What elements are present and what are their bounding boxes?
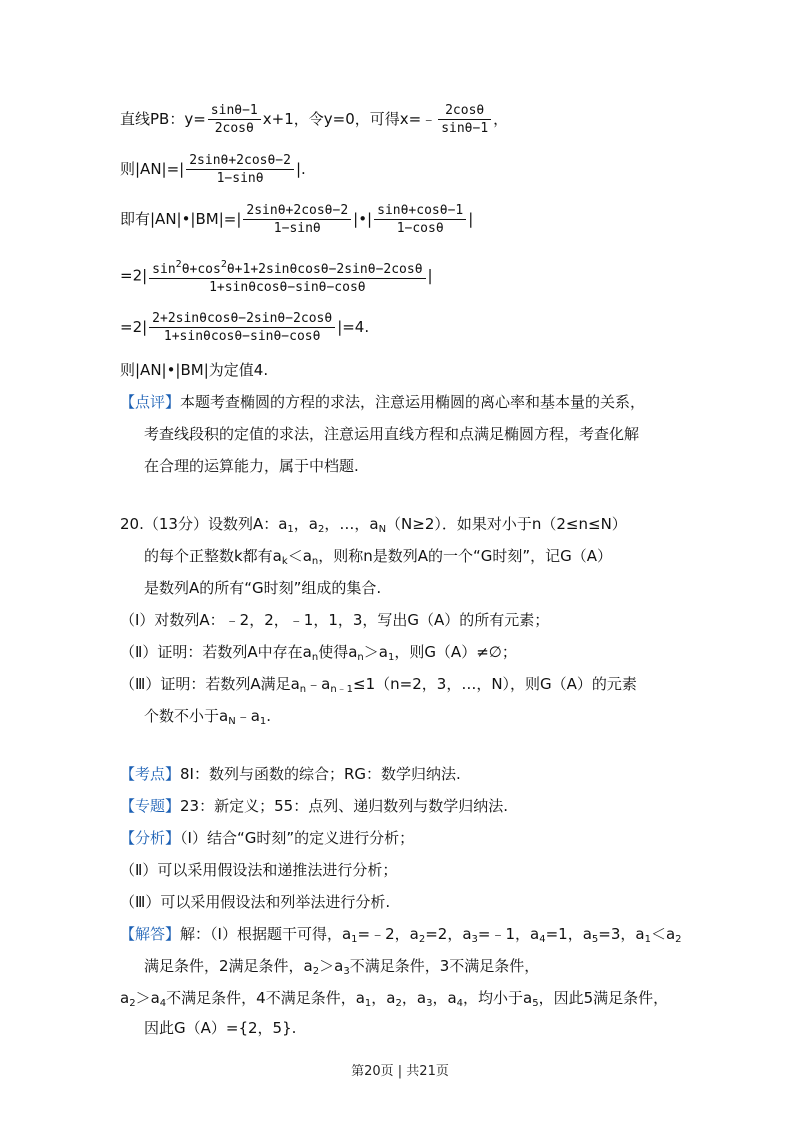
fraction: $\frac{2+2\sin\theta\cos\theta-2\sin\theta-2\cos\theta}{1+\sin\theta\cos\theta-\sin\theta-\cos\theta}$ [149, 310, 335, 345]
conclusion-line: 则|AN|•|BM|为定值4. [120, 361, 269, 379]
q20-line-2: 的每个正整数k都有$a_k<a_n$，则称n是数列A的一个“G时刻”，记G（A） [144, 547, 613, 567]
fraction: $\frac{2\sin\theta+2\cos\theta-2}{1-\sin\theta}$ [243, 202, 351, 237]
an-length-line: 则|AN|=| $\frac{2\sin\theta+2\cos\theta-2}{1-\sin\theta}$ |. [120, 153, 306, 186]
fraction: $\frac{\sin^2\theta+\cos^2\theta+1+2\sin\theta\cos\theta-2\sin\theta-2\cos\theta}{1+\sin\theta\cos\theta-\sin\theta-\cos\theta}$ [149, 256, 425, 296]
product-line: 即有|AN|•|BM|=| $\frac{2\sin\theta+2\cos\theta-2}{1-\sin\theta}$ |•| $\frac{\sin\theta+\cos\theta-1}{1-\cos\theta}$ | [120, 203, 474, 236]
kaodian-tag: 【考点】 [120, 765, 181, 783]
fraction: $\frac{\sin\theta-1}{2\cos\theta}$ [208, 102, 261, 137]
fenxi-line-1: 【分析】（Ⅰ）结合“G时刻”的定义进行分析； [120, 829, 415, 847]
comment-tag: 【点评】 [120, 393, 181, 411]
zhuanti-tag: 【专题】 [120, 797, 181, 815]
q20-part-1: （Ⅰ）对数列A：﹣2，2，﹣1，1，3，写出G（A）的所有元素； [120, 611, 550, 629]
q20-part-3-cont: 个数不小于$a_N﹣a_1$. [144, 707, 272, 727]
q20-line-3: 是数列A的所有“G时刻”组成的集合. [144, 579, 382, 597]
jieda-line-2: 满足条件，2满足条件，$a_2>a_3$不满足条件，3不满足条件， [144, 957, 540, 977]
comment-line-2: 考查线段积的定值的求法，注意运用直线方程和点满足椭圆方程，考查化解 [144, 425, 640, 443]
result-line: =2| $\frac{2+2\sin\theta\cos\theta-2\sin\theta-2\cos\theta}{1+\sin\theta\cos\theta-\sin\theta-\cos\theta}$ |=4. [120, 311, 370, 344]
comment-line-3: 在合理的运算能力，属于中档题. [144, 457, 359, 475]
fraction: $\frac{\sin\theta+\cos\theta-1}{1-\cos\theta}$ [374, 202, 466, 237]
fenxi-line-3: （Ⅲ）可以采用假设法和列举法进行分析. [120, 893, 391, 911]
jieda-line-4: 因此G（A）={2，5}. [144, 1019, 297, 1037]
q20-line-1: 20.（13分）设数列A：$a_1$，$a_2$，…，$a_N(N\ge 2)$．如果对小于n（2≤n≤N） [120, 515, 627, 535]
fraction: $\frac{2\cos\theta}{\sin\theta-1}$ [438, 102, 491, 137]
q20-part-2: （Ⅱ）证明：若数列A中存在$a_n$使得$a_n>a_1$，则G（A）≠∅； [120, 643, 517, 663]
q20-part-3: （Ⅲ）证明：若数列A满足$a_n﹣a_{n﹣1}\le 1(n=2$，3，…，N），则G（A）的元素 [120, 675, 637, 695]
zhuanti-line: 【专题】23：新定义；55：点列、递归数列与数学归纳法. [120, 797, 508, 815]
fenxi-tag: 【分析】 [120, 829, 181, 847]
page-footer: 第20页 | 共21页 [351, 1064, 449, 1079]
pb-line-equation: 直线PB：y= $\frac{\sin\theta-1}{2\cos\theta}$ x+1，令y=0，可得x=﹣ $\frac{2\cos\theta}{\sin\theta-1}$ ， [120, 103, 509, 136]
fenxi-line-2: （Ⅱ）可以采用假设法和递推法进行分析； [120, 861, 398, 879]
jieda-line-1: 【解答】解：（Ⅰ）根据题干可得，$a_1=﹣2$，$a_2=2$，$a_3=﹣1$，$a_4=1$，$a_5=3$，$a_1<a_2$ [120, 925, 682, 945]
jieda-tag: 【解答】 [120, 925, 181, 943]
expansion-line: =2| $\frac{\sin^2\theta+\cos^2\theta+1+2\sin\theta\cos\theta-2\sin\theta-2\cos\theta}{1+\sin\theta\cos\theta-\sin\theta-\cos\theta}$ | [120, 256, 433, 296]
comment-line-1: 【点评】本题考查椭圆的方程的求法，注意运用椭圆的离心率和基本量的关系， [120, 393, 646, 411]
fraction: $\frac{2\sin\theta+2\cos\theta-2}{1-\sin\theta}$ [186, 152, 294, 187]
jieda-line-3: $a_2>a_4$不满足条件，4不满足条件，$a_1$，$a_2$，$a_3$，$a_4$，均小于$a_5$，因此5满足条件， [120, 989, 669, 1009]
kaodian-line: 【考点】8I：数列与函数的综合；RG：数学归纳法. [120, 765, 461, 783]
